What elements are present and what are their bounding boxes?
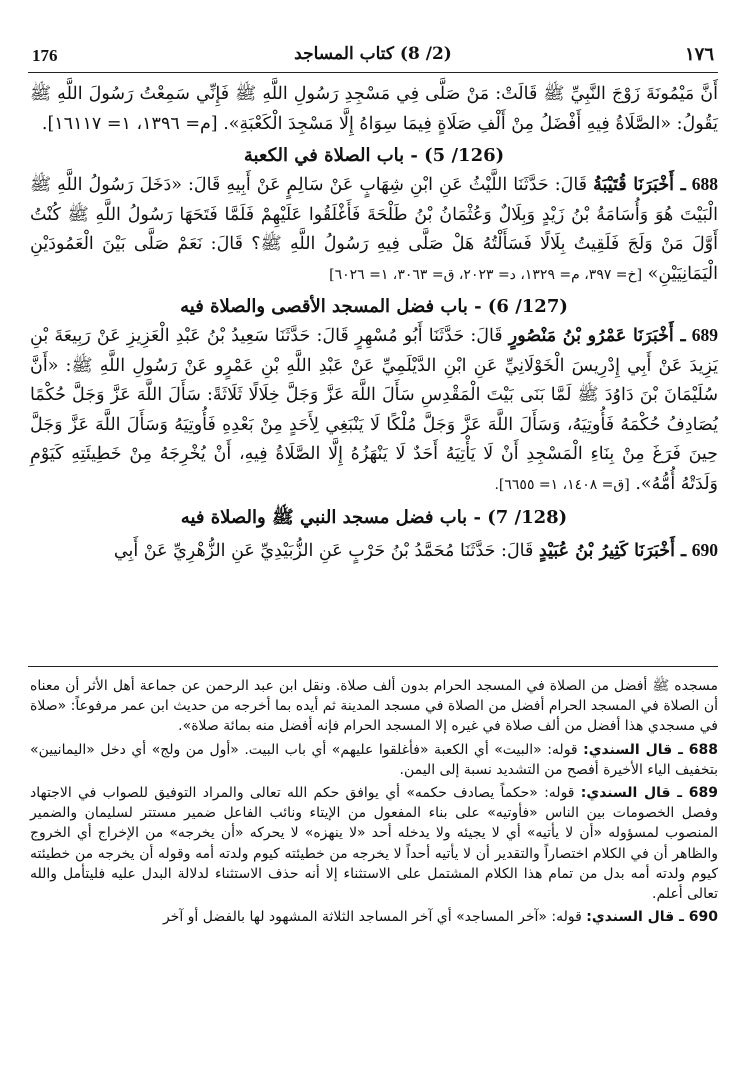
footnote-lead: 689 ـ قال السندي: <box>580 785 718 802</box>
footnote-688 <box>30 740 718 780</box>
chapter-heading-aqsa: (127/ 6) - باب فضل المسجد الأقصى والصلاة فيه <box>180 296 568 317</box>
hadith-text: قَالَ: حَدَّثَنَا مُحَمَّدُ بْنُ حَرْبٍ عَنِ الزُّبَيْدِيِّ عَنِ الزُّهْرِيِّ عَنْ أَبِي <box>113 541 539 561</box>
hadith-number: 690 <box>691 540 718 560</box>
footnote-text: قوله: «حكماً يصادف حكمه» أي يوافق حكم الله تعالى والمراد التوفيق للصواب في الاجتهاد وفصل الخصومات بين الناس «فأوتيه» على بناء المفعول من الإيتاء ونائب الفاعل ضمير مستتر لسليمان والضمير المنصوب لمسؤوله «أن لا يأتيه» أي لا يجيئه ولا يدخله أحد «لا ينهزه» لا يحركه «أن يخرجه» من الإخراج أي الخروج والظاهر أن في الكلام اختصاراً والتقدير أن لا يأتيه أحداً لا يخرجه من خطيئته كيوم ولدته أمه وقوله أن يخرجه من خطيئته كيوم ولدته أمه بدل من تمام هذا الكلام المشتمل على الاستثناء إلا أنه حذف الاستثناء لدلالة البدل عليه فليتأمل والله تعالى أعلم. <box>30 785 718 903</box>
main-text <box>30 80 718 567</box>
hadith-number: 689 <box>691 325 718 345</box>
hadith-number: 688 <box>691 174 718 194</box>
hadith-688 <box>30 170 718 290</box>
hadith-690 <box>30 536 718 567</box>
hadith-689 <box>30 321 718 500</box>
hadith-lead: ـ أَخْبَرَنَا كَثِيرُ بْنُ عُبَيْدٍ <box>538 541 687 561</box>
footnote-690 <box>30 907 718 927</box>
header-rule <box>28 72 718 73</box>
footnote-continued: مسجده ﷺ أفضل من الصلاة في المسجد الحرام بدون ألف صلاة. ونقل ابن عبد الرحمن عن جماعة أهل الأثر أن معناه أن الصلاة في المسجد الحرام أفضل من الصلاة في مسجد المدينة ثم أيده بما أخرجه من حديث ابن عمر مرفوعاً: «صلاة في مسجدي هذا أفضل من ألف صلاة في غيره إلا المسجد الحرام فإنه أفضل منه بمائة صلاة». <box>30 678 718 735</box>
hadith-lead: ـ أَخْبَرَنَا قُتَيْبَةُ <box>593 175 686 195</box>
page-number-latin: 176 <box>32 46 58 65</box>
chapter-heading-prophet-mosque: (128/ 7) - باب فضل مسجد النبي ﷺ والصلاة فيه <box>180 507 568 528</box>
running-title: (2/ 8) كتاب المساجد <box>294 44 452 64</box>
footnote-lead: 688 ـ قال السندي: <box>583 741 718 758</box>
footnote-lead: 690 ـ قال السندي: <box>586 909 718 926</box>
footnote-separator <box>28 666 718 667</box>
hadith-reference: [خ= ٣٩٧، م= ١٣٢٩، د= ٢٠٢٣، ق= ٣٠٦٣، ١= ٦٠٢٦] <box>329 266 643 283</box>
footnote-text: قوله: «آخر المساجد» أي آخر المساجد الثلاثة المشهود لها بالفضل أو آخر <box>162 909 587 926</box>
page-header <box>28 40 718 70</box>
hadith-text: قَالَ: حَدَّثَنَا اللَّيْثُ عَنِ ابْنِ شِهَابٍ عَنْ سَالِمٍ عَنْ أَبِيهِ قَالَ: «دَخَلَ رَسُولُ اللَّهِ ﷺ الْبَيْتَ هُوَ وَأُسَامَةُ بْنُ زَيْدٍ وَبِلَالٌ وَعُثْمَانُ بْنُ طَلْحَةَ فَأَغْلَقُوا عَلَيْهِمْ فَلَمَّا فَتَحَهَا رَسُولُ اللَّهِ ﷺ كُنْتُ أَوَّلَ مَنْ وَلَجَ فَلَقِيتُ بِلَالًا فَسَأَلْتُهُ هَلْ صَلَّى فِيهِ رَسُولُ اللَّهِ ﷺ؟ قَالَ: نَعَمْ صَلَّى بَيْنَ الْعَمُودَيْنِ الْيَمَانِيَيْنِ» <box>30 175 718 284</box>
chapter-heading-kaaba: (126/ 5) - باب الصلاة في الكعبة <box>243 145 505 166</box>
hadith-text: قَالَ: حَدَّثَنَا أَبُو مُسْهِرٍ قَالَ: حَدَّثَنَا سَعِيدُ بْنُ عَبْدِ الْعَزِيزِ عَنْ رَبِيعَةَ بْنِ يَزِيدَ عَنْ أَبِي إِدْرِيسَ الْخَوْلَانِيِّ عَنِ ابْنِ الدَّيْلَمِيِّ عَنْ عَبْدِ اللَّهِ بْنِ عَمْرٍو عَنْ رَسُولِ اللَّهِ ﷺ: «أَنَّ سُلَيْمَانَ بْنَ دَاوُدَ ﷺ لَمَّا بَنَى بَيْتَ الْمَقْدِسِ سَأَلَ اللَّهَ عَزَّ وَجَلَّ خِلَالًا ثَلَاثَةً: سَأَلَ اللَّهَ عَزَّ وَجَلَّ حُكْمًا يُصَادِفُ حُكْمَهُ فَأُوتِيَهُ، وَسَأَلَ اللَّهَ عَزَّ وَجَلَّ مُلْكًا لَا يَنْبَغِي لِأَحَدٍ مِنْ بَعْدِهِ فَأُوتِيَهُ وَسَأَلَ اللَّهَ عَزَّ وَجَلَّ حِينَ فَرَغَ مِنْ بِنَاءِ الْمَسْجِدِ أَنْ لَا يَأْتِيَهُ أَحَدٌ لَا يَنْهَزُهُ إِلَّا الصَّلَاةُ فِيهِ، أَنْ يُخْرِجَهُ مِنْ خَطِيئَتِهِ كَيَوْمِ وَلَدَتْهُ أُمُّهُ». <box>30 326 718 494</box>
continued-hadith-paragraph: أَنَّ مَيْمُونَةَ زَوْجَ النَّبِيِّ ﷺ قَالَتْ: مَنْ صَلَّى فِي مَسْجِدِ رَسُولِ اللَّهِ ﷺ فَإِنِّي سَمِعْتُ رَسُولَ اللَّهِ ﷺ يَقُولُ: «الصَّلَاةُ فِيهِ أَفْضَلُ مِنْ أَلْفِ صَلَاةٍ فِيمَا سِوَاهُ إِلَّا مَسْجِدَ الْكَعْبَةِ». [م= ١٣٩٦، ١= ١٦١١٧]. <box>30 84 718 134</box>
page-number-arabic: ١٧٦ <box>684 44 714 65</box>
footnote-689 <box>30 783 718 904</box>
hadith-reference: [ق= ١٤٠٨، ١= ٦٦٥٥]. <box>494 476 630 493</box>
footnote-text: قوله: «البيت» أي الكعبة «فأغلقوا عليهم» أي باب البيت. «أول من ولج» أي دخل «اليمانيين» بتخفيف الياء الأخيرة أفصح من التشديد نسبة إلى اليمن. <box>30 741 718 778</box>
hadith-lead: ـ أَخْبَرَنَا عَمْرُو بْنُ مَنْصُورٍ <box>508 326 686 346</box>
footnotes <box>30 676 718 930</box>
